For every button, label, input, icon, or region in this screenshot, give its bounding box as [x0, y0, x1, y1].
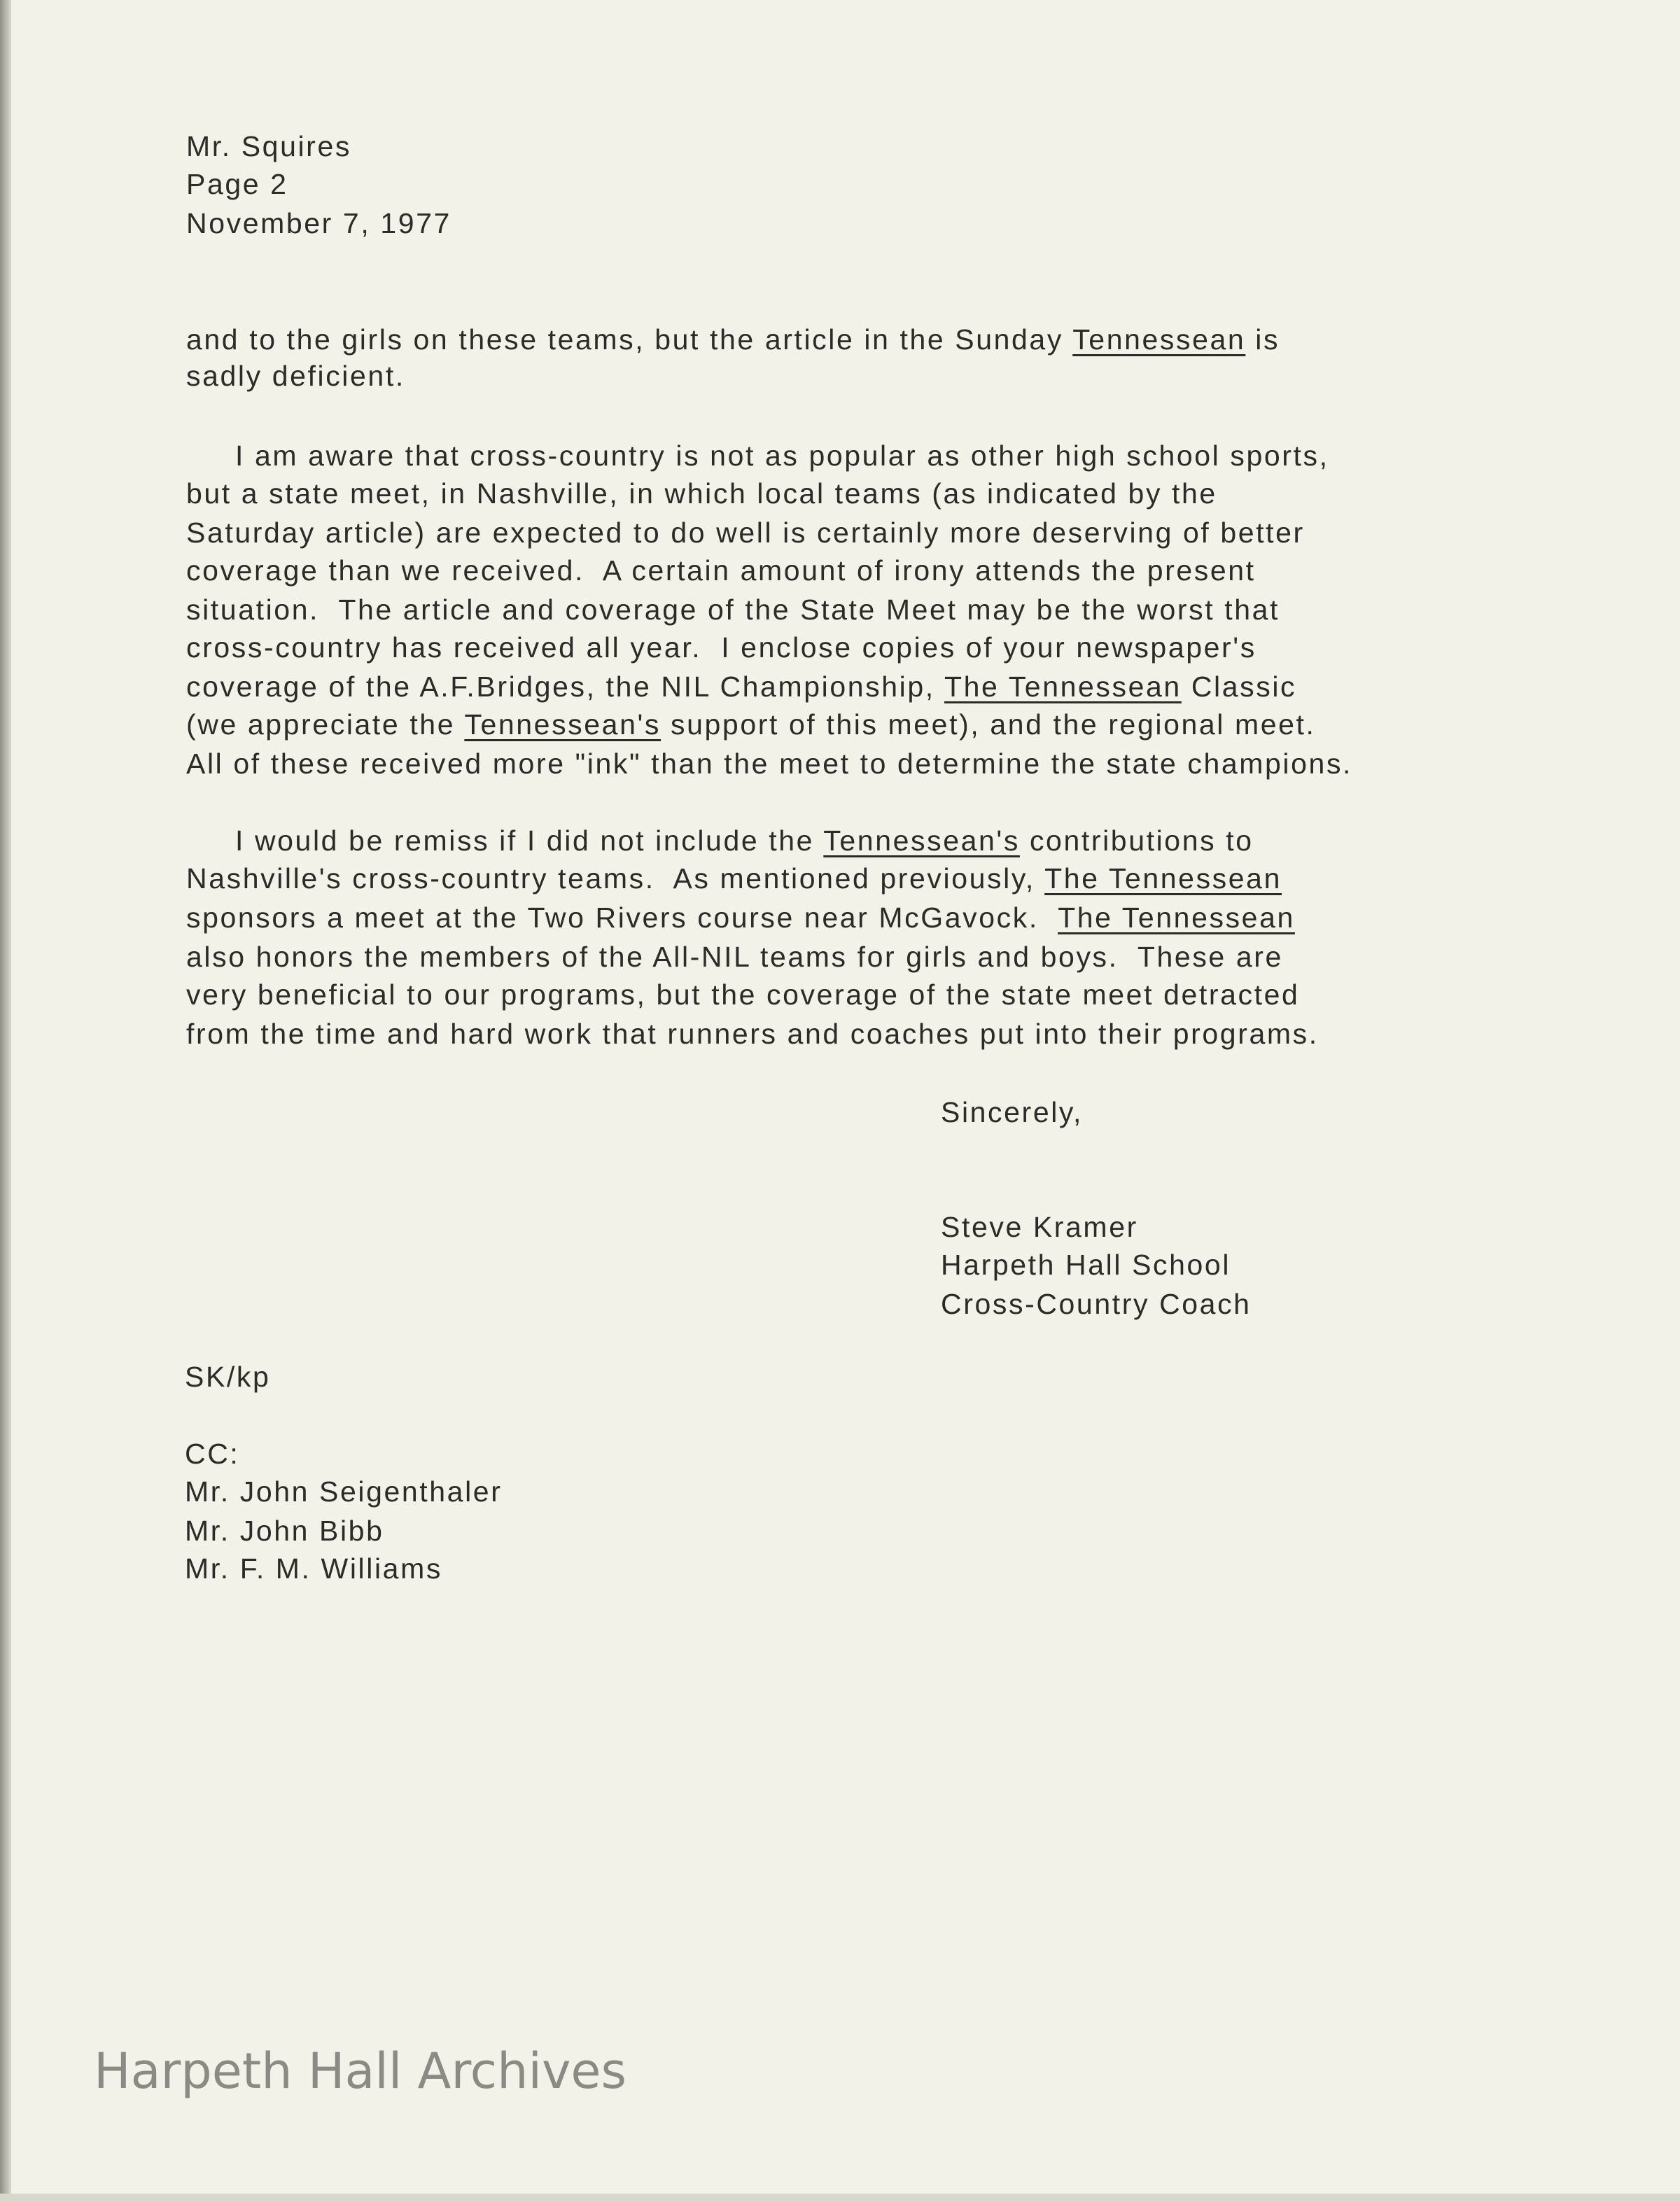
underlined-title: Tennessean's	[823, 825, 1020, 857]
text-segment: All of these received more "ink" than the meet to determine the state champions.	[186, 748, 1353, 780]
text-segment: contributions to	[1019, 825, 1254, 857]
paragraph-2-line	[186, 438, 1329, 473]
archive-watermark: Harpeth Hall Archives	[94, 2042, 626, 2100]
cc-name: Mr. John Seigenthaler	[185, 1475, 503, 1508]
text-segment: is	[1245, 323, 1280, 356]
paragraph-2-line	[186, 515, 1305, 550]
text-segment: Saturday article) are expected to do well is certainly more deserving of better	[186, 517, 1305, 549]
text-segment: very beneficial to our programs, but the coverage of the state meet detracted	[186, 979, 1300, 1011]
cc-name: Mr. F. M. Williams	[185, 1552, 442, 1585]
cc-name: Mr. John Bibb	[185, 1515, 384, 1547]
paragraph-3-line	[186, 823, 1254, 858]
text-segment: support of this meet), and the regional meet.	[661, 708, 1316, 741]
underlined-title: The Tennessean	[944, 671, 1182, 703]
paragraph-2-line	[186, 630, 1256, 665]
paragraph-2-line	[186, 746, 1352, 781]
text-segment: coverage of the A.F.Bridges, the NIL Championship,	[186, 671, 944, 703]
underlined-title: Tennessean	[1072, 323, 1246, 356]
underlined-title: The Tennessean	[1044, 862, 1282, 895]
text-segment: and to the girls on these teams, but the article in the Sunday	[186, 323, 1073, 356]
text-segment: also honors the members of the All-NIL teams for girls and boys. These are	[186, 941, 1283, 973]
paragraph-1-line	[186, 322, 1280, 357]
paragraph-2-line	[186, 707, 1316, 742]
paragraph-3-line	[186, 861, 1282, 896]
signature-title: Cross-Country Coach	[941, 1288, 1252, 1320]
date-line: November 7, 1977	[186, 207, 451, 239]
paragraph-2-line	[186, 669, 1296, 704]
text-segment: cross-country has received all year. I enclose copies of your newspaper's	[186, 631, 1256, 664]
page-bottom-edge	[0, 2194, 1680, 2202]
page-edge	[0, 0, 11, 2202]
text-segment: (we appreciate the	[186, 708, 465, 741]
paragraph-3-line	[186, 900, 1295, 935]
closing: Sincerely,	[941, 1096, 1083, 1128]
text-segment: situation. The article and coverage of the State Meet may be the worst that	[186, 594, 1280, 626]
paragraph-1-line	[186, 358, 405, 393]
paragraph-3-line	[186, 939, 1283, 974]
text-segment: from the time and hard work that runners and coaches put into their programs.	[186, 1018, 1319, 1050]
paragraph-3-line	[186, 1016, 1319, 1051]
paragraph-2-line	[186, 476, 1217, 511]
recipient-line: Mr. Squires	[186, 130, 351, 162]
cc-label: CC:	[185, 1438, 240, 1470]
text-segment: sadly deficient.	[186, 360, 405, 392]
underlined-title: Tennessean's	[464, 708, 662, 741]
text-segment: I would be remiss if I did not include the	[186, 825, 824, 857]
text-segment: coverage than we received. A certain amount of irony attends the present	[186, 554, 1256, 587]
page-number-line: Page 2	[186, 168, 288, 200]
text-segment: Classic	[1181, 671, 1297, 703]
paragraph-2-line	[186, 592, 1280, 627]
paragraph-3-line	[186, 977, 1299, 1012]
initials: SK/kp	[185, 1361, 271, 1393]
text-segment: I am aware that cross-country is not as popular as other high school sports,	[186, 440, 1329, 472]
underlined-title: The Tennessean	[1058, 902, 1295, 934]
signature-school: Harpeth Hall School	[941, 1249, 1231, 1281]
text-segment: but a state meet, in Nashville, in which local teams (as indicated by the	[186, 477, 1217, 510]
text-segment: Nashville's cross-country teams. As mentioned previously,	[186, 862, 1045, 895]
signature-name: Steve Kramer	[941, 1211, 1138, 1243]
text-segment: sponsors a meet at the Two Rivers course near McGavock.	[186, 902, 1058, 934]
paragraph-2-line	[186, 553, 1256, 588]
